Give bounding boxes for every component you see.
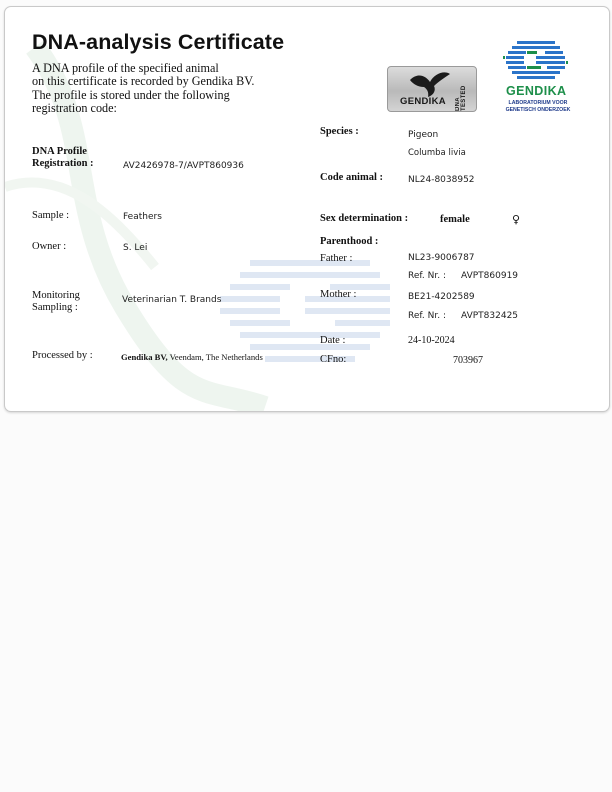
sex-determination-label: Sex determination : xyxy=(320,213,409,224)
mother-value: BE21-4202589 xyxy=(408,292,475,302)
parenthood-label: Parenthood : xyxy=(320,236,379,247)
processed-label: Processed by : xyxy=(32,350,93,361)
dna-profile-value: AV2426978-7/AVPT860936 xyxy=(123,161,244,171)
cfno-value: 703967 xyxy=(453,355,483,366)
owner-value: S. Lei xyxy=(123,243,148,253)
date-label: Date : xyxy=(320,335,346,346)
father-value: NL23-9006787 xyxy=(408,253,475,263)
mother-ref-value: AVPT832425 xyxy=(461,311,519,321)
intro-line: on this certificate is recorded by Gendika BV. xyxy=(32,74,255,89)
sample-value: Feathers xyxy=(123,212,162,222)
intro-line: The profile is stored under the following xyxy=(32,87,230,102)
watermark-logo xyxy=(210,252,410,382)
monitoring-value: Veterinarian T. Brands xyxy=(122,295,222,305)
mother-label: Mother : xyxy=(320,289,357,300)
species-label: Species : xyxy=(320,126,359,137)
badge-brand: GENDIKA xyxy=(400,96,446,107)
processed-location: Veendam, The Netherlands xyxy=(169,352,263,362)
code-animal-label: Code animal : xyxy=(320,172,383,183)
dna-profile-label: DNA Profile xyxy=(32,146,87,157)
father-ref-value: AVPT860919 xyxy=(461,271,519,281)
logo-subtitle xyxy=(504,100,572,113)
sampling-label: Sampling : xyxy=(32,302,78,313)
processed-company: Gendika BV, xyxy=(121,352,168,362)
logo-name: GENDIKA xyxy=(506,84,567,98)
intro-line: A DNA profile of the specified animal xyxy=(32,61,219,75)
logo-subtitle-line: LABORATORIUM VOOR xyxy=(508,100,568,106)
female-symbol-icon: ♀ xyxy=(512,213,521,226)
cfno-label: CFno: xyxy=(320,354,347,365)
processed-value xyxy=(121,352,263,362)
certificate-title: DNA-analysis Certificate xyxy=(32,30,285,54)
registration-label: Registration : xyxy=(32,158,94,169)
species-latin-value: Columba livia xyxy=(408,148,466,158)
father-label: Father : xyxy=(320,253,353,264)
intro-line: registration code: xyxy=(32,100,117,115)
badge-tested-text: DNA TESTED xyxy=(455,85,467,111)
dna-tested-badge xyxy=(387,66,477,112)
logo-subtitle-line: GENETISCH ONDERZOEK xyxy=(505,106,571,113)
species-value: Pigeon xyxy=(408,130,439,140)
mother-ref-label: Ref. Nr. : xyxy=(408,311,446,321)
sample-label: Sample : xyxy=(32,210,70,221)
pigeon-icon xyxy=(408,70,452,98)
gendika-logo-icon xyxy=(503,40,569,84)
certificate-intro xyxy=(32,62,272,115)
sex-value: female xyxy=(440,214,470,225)
date-value: 24-10-2024 xyxy=(408,335,455,346)
father-ref-label: Ref. Nr. : xyxy=(408,271,446,281)
code-animal-value: NL24-8038952 xyxy=(408,175,475,185)
monitoring-label: Monitoring xyxy=(32,290,80,301)
owner-label: Owner : xyxy=(32,241,67,252)
